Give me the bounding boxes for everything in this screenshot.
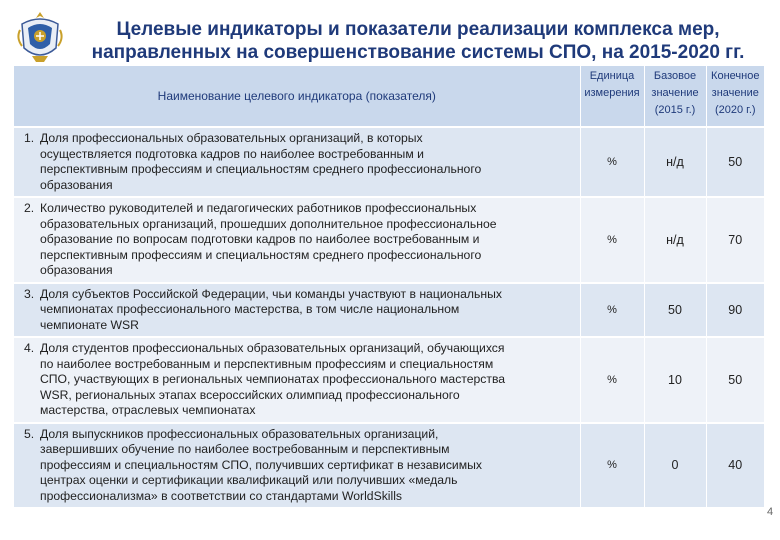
unit-cell: %	[580, 423, 644, 509]
unit-cell: %	[580, 337, 644, 423]
indicator-text-line: СПО, участвующих в региональных чемпионатах профессионального мастерства	[40, 372, 506, 386]
indicator-text	[24, 427, 574, 505]
base-value-cell: 50	[644, 283, 706, 338]
indicator-text-line: по наиболее востребованным и перспективным профессиям и специальностям	[40, 356, 494, 371]
indicator-number: 4.	[24, 341, 35, 355]
table-row	[14, 337, 764, 423]
indicator-text	[24, 201, 574, 279]
indicator-number: 5.	[24, 426, 35, 441]
indicator-text-line: образовательных организаций, прошедших дополнительное профессиональное	[40, 216, 497, 231]
column-header-unit	[580, 66, 644, 127]
indicator-text-line: профессионализма» в соответствии со стандартами WorldSkills	[40, 488, 403, 503]
base-header-line: значение	[651, 87, 699, 99]
indicator-name-cell	[14, 283, 580, 338]
indicator-text-line: Доля субъектов Российской Федерации, чьи команды участвуют в национальных	[40, 286, 502, 301]
title-line-2: направленных на совершенствование системы СПО, на 2015-2020 гг.	[91, 42, 745, 63]
unit-cell: %	[580, 197, 644, 283]
indicator-text-line: центрах оценки и сертификации квалификаций или получивших «медаль	[40, 473, 458, 487]
indicator-text-line: завершивших обучение по наиболее востребованным и перспективным	[40, 442, 450, 456]
indicator-number: 3.	[24, 286, 35, 301]
indicator-text-line: перспективным профессиям и специальностям среднего профессионального	[40, 247, 482, 262]
base-header-line: Базовое	[653, 70, 697, 82]
unit-header-line: измерения	[584, 87, 640, 99]
indicator-text-line: перспективным профессиям и специальностям среднего профессионального	[40, 162, 482, 176]
indicator-number: 2.	[24, 201, 35, 215]
column-header-base	[644, 66, 706, 127]
page-number: 4	[767, 506, 774, 518]
indicator-name-cell	[14, 423, 580, 509]
indicators-table	[14, 66, 764, 509]
base-header-line: (2015 г.)	[654, 104, 696, 116]
column-header-name: Наименование целевого индикатора (показателя)	[14, 66, 580, 127]
target-value-cell: 50	[706, 127, 764, 197]
table-row	[14, 127, 764, 197]
indicator-text-line: профессиям и специальностям СПО, получивших сертификат в независимых	[40, 457, 482, 472]
indicator-text-line: Количество руководителей и педагогических работников профессиональных	[40, 201, 477, 215]
indicator-text	[24, 131, 574, 193]
unit-cell: %	[580, 283, 644, 338]
target-value-cell: 70	[706, 197, 764, 283]
indicator-text-line: Доля профессиональных образовательных организаций, в которых	[40, 131, 423, 145]
table-row	[14, 423, 764, 509]
unit-cell: %	[580, 127, 644, 197]
indicator-text-line: Доля выпускников профессиональных образовательных организаций,	[40, 426, 439, 441]
indicator-text	[24, 287, 574, 334]
indicator-text-line: мастерства, отраслевых чемпионатах	[40, 403, 256, 417]
indicator-text-line: Доля студентов профессиональных образовательных организаций, обучающихся	[40, 341, 505, 355]
target-header-line: (2020 г.)	[714, 104, 756, 116]
indicator-number: 1.	[24, 131, 35, 145]
base-value-cell: 10	[644, 337, 706, 423]
unit-header-line: Единица	[589, 70, 635, 82]
target-header-line: Конечное	[711, 70, 760, 82]
indicator-text	[24, 341, 574, 419]
table-row	[14, 283, 764, 338]
indicator-text-line: осуществляется подготовка кадров по наиболее востребованным и	[40, 146, 424, 161]
indicator-text-line: образования	[40, 263, 113, 277]
table-header-row	[14, 66, 764, 127]
target-header-line: значение	[711, 87, 759, 99]
base-value-cell: н/д	[644, 127, 706, 197]
target-value-cell: 90	[706, 283, 764, 338]
column-header-target	[706, 66, 764, 127]
indicator-text-line: WSR, региональных этапах всероссийских олимпиад профессионального	[40, 387, 460, 402]
indicator-text-line: образования	[40, 177, 113, 192]
indicator-name-cell	[14, 197, 580, 283]
emblem-logo	[14, 8, 66, 66]
target-value-cell: 40	[706, 423, 764, 509]
title-line-1: Целевые индикаторы и показатели реализации комплекса мер,	[116, 19, 720, 40]
page-title	[88, 18, 748, 64]
table-row	[14, 197, 764, 283]
base-value-cell: н/д	[644, 197, 706, 283]
base-value-cell: 0	[644, 423, 706, 509]
indicator-text-line: образование по вопросам подготовки кадров по наиболее востребованным и	[40, 232, 480, 246]
indicator-name-cell	[14, 337, 580, 423]
target-value-cell: 50	[706, 337, 764, 423]
indicator-text-line: чемпионатах профессионального мастерства, в том числе национальном	[40, 302, 460, 316]
indicator-name-cell	[14, 127, 580, 197]
indicator-text-line: чемпионате WSR	[40, 317, 139, 332]
